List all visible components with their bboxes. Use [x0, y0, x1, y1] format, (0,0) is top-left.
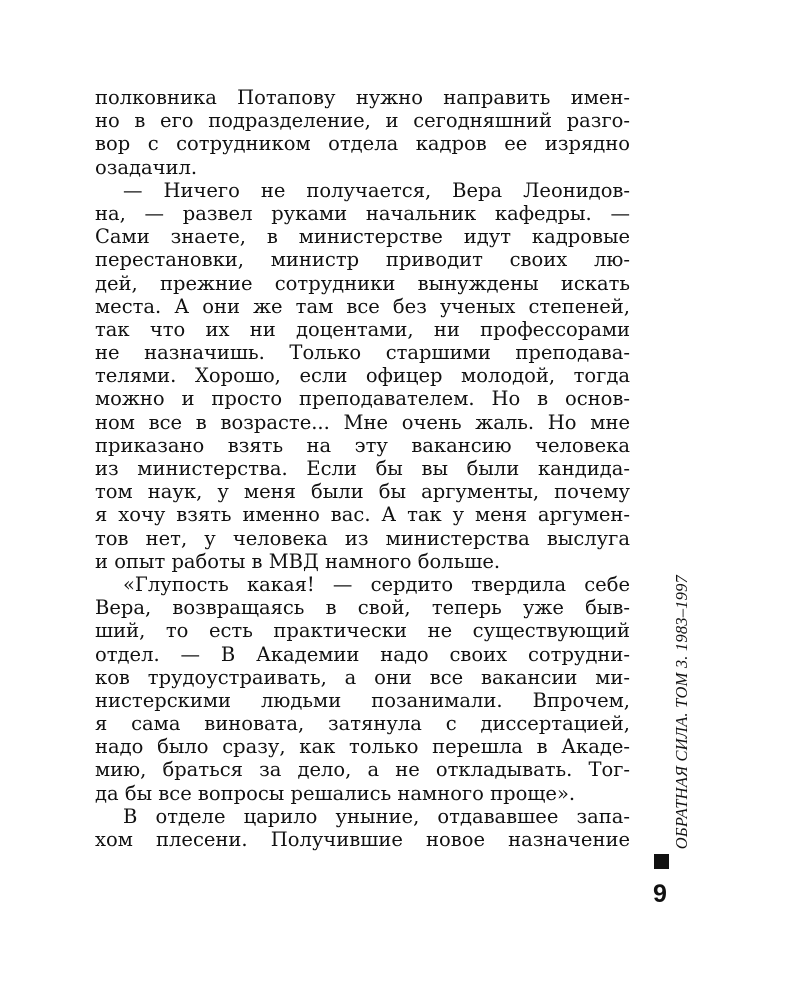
square-marker-icon: [654, 854, 669, 869]
body-text: [95, 86, 630, 851]
running-title-column: [642, 575, 691, 875]
text-line: «Глупость какая! — сердито твердила себе: [123, 572, 630, 596]
text-line: хом плесени. Получившие новое назначение: [95, 828, 630, 851]
text-line: перестановки, министр приводит своих лю-: [95, 248, 630, 272]
text-line: том наук, у меня были бы аргументы, почему: [95, 480, 630, 504]
page-number: 9: [653, 880, 667, 908]
text-line: так что их ни доцентами, ни профессорами: [95, 317, 630, 341]
text-line: надо было сразу, как только перешла в Акаде-: [95, 735, 630, 759]
text-line: дей, прежние сотрудники вынуждены искать: [95, 271, 630, 295]
text-line: на, — развел руками начальник кафедры. —: [95, 201, 630, 225]
text-line: нистерскими людьми позанимали. Впрочем,: [95, 688, 630, 712]
text-line: не назначишь. Только старшими преподава-: [95, 341, 630, 365]
text-line: вор с сотрудником отдела кадров ее изрядно: [95, 132, 630, 156]
text-line: ном все в возрасте... Мне очень жаль. Но мне: [95, 410, 630, 434]
text-line: — Ничего не получается, Вера Леонидов-: [123, 178, 630, 202]
text-line: ков трудоустраивать, а они все вакансии ми-: [95, 665, 630, 689]
text-line: я хочу взять именно вас. А так у меня аргумен-: [95, 503, 630, 527]
text-line: полковника Потапову нужно направить имен-: [95, 86, 630, 109]
text-line: ший, то есть практически не существующий: [95, 619, 630, 643]
text-line: можно и просто преподавателем. Но в основ-: [95, 387, 630, 411]
text-line: телями. Хорошо, если офицер молодой, тогда: [95, 364, 630, 388]
text-line: из министерства. Если бы вы были кандида-: [95, 457, 630, 480]
text-line: В отделе царило уныние, отдававшее запа-: [123, 804, 630, 828]
text-line: места. А они же там все без ученых степеней,: [95, 294, 630, 318]
text-line: и опыт работы в МВД намного больше.: [95, 549, 501, 573]
text-line: Вера, возвращаясь в свой, теперь уже быв-: [95, 596, 630, 620]
text-line: озадачил.: [95, 155, 198, 179]
text-line: тов нет, у человека из министерства выслуга: [95, 526, 630, 550]
text-line: но в его подразделение, и сегодняшний разго-: [95, 109, 630, 133]
text-line: Сами знаете, в министерстве идут кадровые: [95, 225, 630, 249]
text-line: мию, браться за дело, а не откладывать. Тог-: [95, 758, 630, 782]
text-line: приказано взять на эту вакансию человека: [95, 433, 630, 457]
text-line: я сама виновата, затянула с диссертацией,: [95, 712, 630, 736]
running-title: ОБРАТНАЯ СИЛА. ТОМ 3. 1983–1997: [672, 575, 691, 850]
text-line: отдел. — В Академии надо своих сотрудни-: [95, 642, 630, 666]
text-line: да бы все вопросы решались намного проще».: [95, 781, 576, 805]
